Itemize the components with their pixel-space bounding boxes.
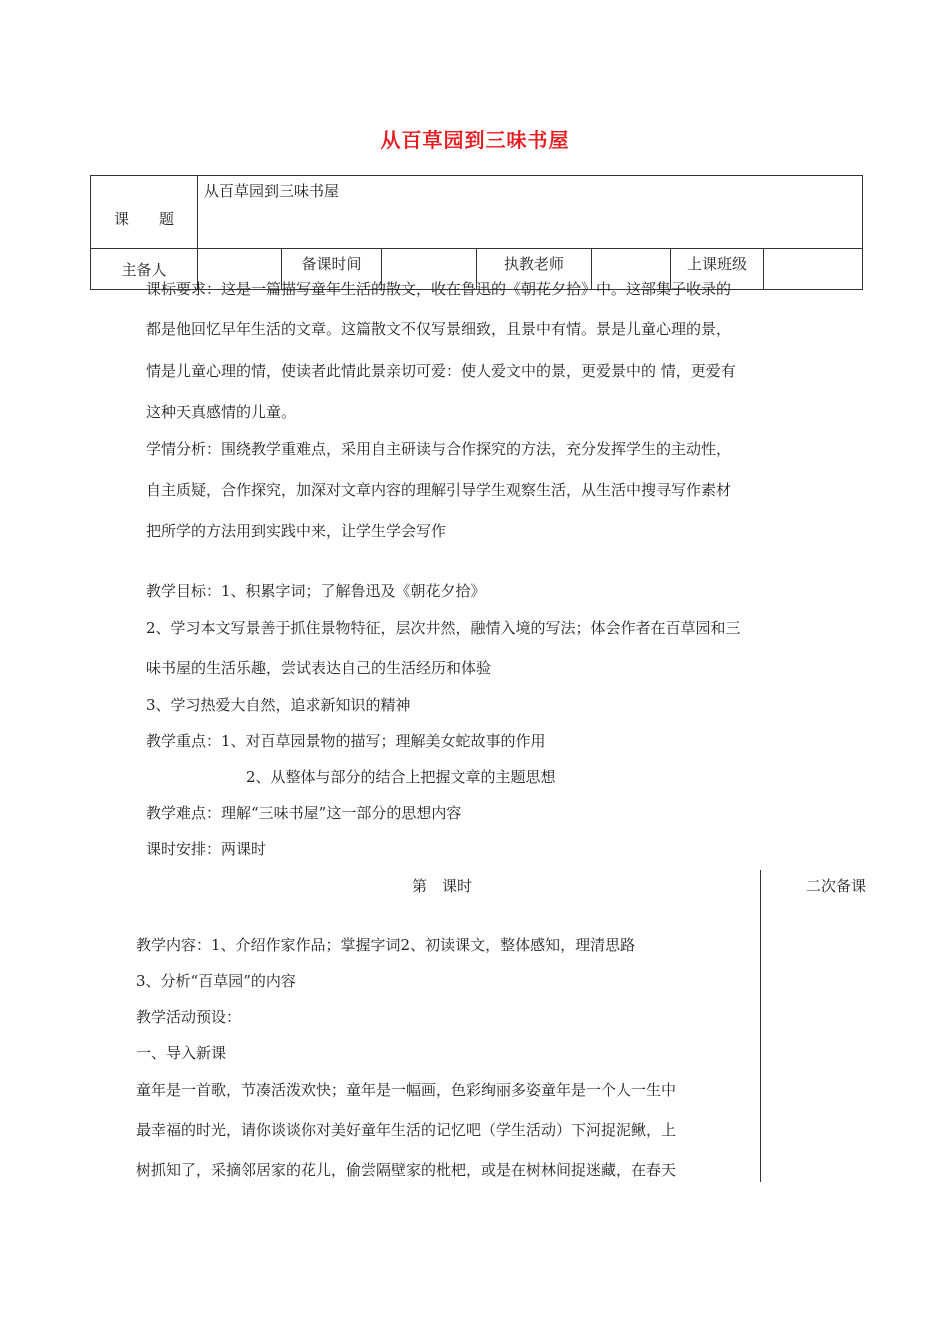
intro-line: 树抓知了，采摘邻居家的花儿，偷尝隔壁家的枇杷，或是在树林间捉迷藏，在春天 <box>136 1161 677 1179</box>
key-point-line: 2、从整体与部分的结合上把握文章的主题思想 <box>246 768 556 786</box>
subject-value: 从百草园到三味书屋 <box>204 182 340 200</box>
column-divider <box>760 870 761 1182</box>
lesson-heading: 第 课时 <box>412 877 473 895</box>
lesson-content-line: 3、分析“百草园”的内容 <box>136 972 296 990</box>
intro-line: 童年是一首歌，节凑活泼欢快；童年是一幅画，色彩绚丽多姿童年是一个人一生中 <box>136 1081 677 1099</box>
subject-label: 课 题 <box>113 209 174 228</box>
schedule-line: 课时安排：两课时 <box>146 840 267 858</box>
preparer-label: 主备人 <box>121 260 167 279</box>
student-analysis-line: 学情分析：围绕教学重难点，采用自主研读与合作探究的方法，充分发挥学生的主动性， <box>146 440 732 458</box>
class-value-cell <box>764 249 863 290</box>
curriculum-line: 都是他回忆早年生活的文章。这篇散文不仅写景细致，且景中有情。景是儿童心理的景， <box>146 320 732 338</box>
intro-line: 最幸福的时光，请你谈谈你对美好童年生活的记忆吧（学生活动）下河捉泥鳅，上 <box>136 1121 677 1139</box>
goal-line: 味书屋的生活乐趣，尝试表达自己的生活经历和体验 <box>146 659 492 677</box>
goal-line: 2、学习本文写景善于抓住景物特征，层次井然，融情入境的写法；体会作者在百草园和三 <box>146 619 741 637</box>
lesson-header-table <box>90 175 863 290</box>
goal-line: 3、学习热爱大自然，追求新知识的精神 <box>146 696 411 714</box>
subject-label-cell <box>91 176 198 249</box>
prep-time-label: 备课时间 <box>301 255 362 273</box>
key-point-line: 教学重点：1、对百草园景物的描写；理解美女蛇故事的作用 <box>146 732 546 750</box>
teacher-label: 执教老师 <box>503 255 564 273</box>
lesson-content-line: 教学内容：1、介绍作家作品；掌握字词2、初读课文，整体感知，理清思路 <box>136 936 636 954</box>
class-label: 上课班级 <box>686 255 747 273</box>
curriculum-line: 课标要求：这是一篇描写童年生活的散文，收在鲁迅的《朝花夕拾》中。这部集子收录的 <box>146 280 732 298</box>
section-heading: 一、导入新课 <box>136 1044 227 1062</box>
curriculum-line: 这种天真感情的儿童。 <box>146 403 297 421</box>
subject-value-cell <box>198 176 863 249</box>
goal-line: 教学目标：1、积累字词；了解鲁迅及《朝花夕拾》 <box>146 582 486 600</box>
document-title: 从百草园到三味书屋 <box>380 128 570 152</box>
second-prep-note: 二次备课 <box>806 877 867 895</box>
difficulty-line: 教学难点：理解“三味书屋”这一部分的思想内容 <box>146 804 462 822</box>
student-analysis-line: 自主质疑，合作探究，加深对文章内容的理解引导学生观察生活，从生活中搜寻写作素材 <box>146 481 732 499</box>
activity-label: 教学活动预设： <box>136 1008 242 1026</box>
student-analysis-line: 把所学的方法用到实践中来，让学生学会写作 <box>146 522 447 540</box>
curriculum-line: 情是儿童心理的情，使读者此情此景亲切可爱：使人爱文中的景，更爱景中的 情，更爱有 <box>146 362 736 380</box>
